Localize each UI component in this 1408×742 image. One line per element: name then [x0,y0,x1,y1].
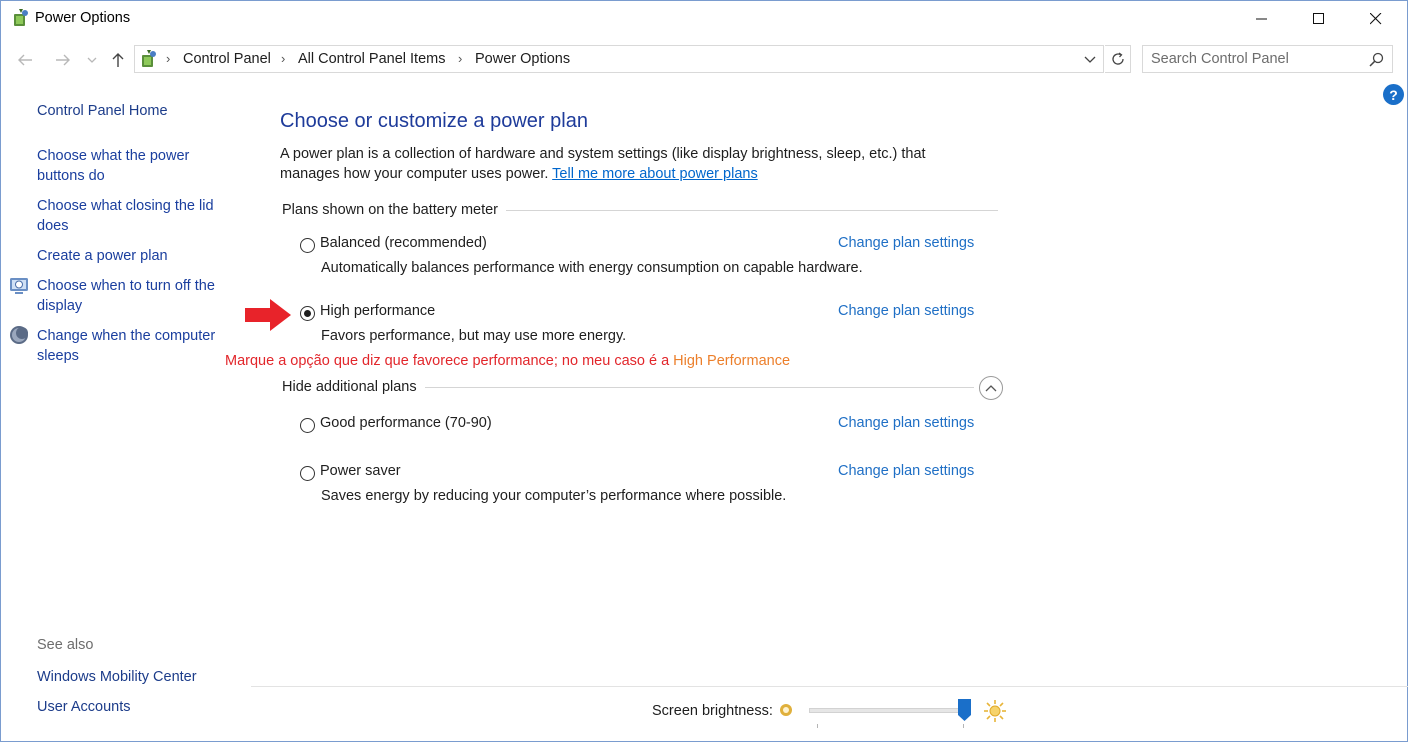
brightness-slider-thumb[interactable] [958,699,971,721]
recent-locations-button[interactable] [82,48,102,72]
breadcrumb-separator-icon: › [281,51,286,66]
plan-name-good-performance[interactable]: Good performance (70-90) [320,415,492,431]
plan-radio-balanced[interactable] [300,238,315,253]
bright-brightness-icon [984,700,1006,722]
plan-description-high-performance: Favors performance, but may use more energy. [321,328,627,344]
sidebar-item-computer-sleeps[interactable] [37,326,215,366]
minimize-button[interactable] [1233,0,1291,38]
group-battery-meter: Plans shown on the battery meter [282,202,506,218]
back-button[interactable] [13,48,37,72]
plan-name-balanced[interactable]: Balanced (recommended) [320,235,487,251]
help-button[interactable]: ? [1383,84,1404,105]
change-plan-settings-high-performance[interactable]: Change plan settings [838,303,975,319]
refresh-button[interactable] [1105,45,1131,73]
intro-line: A power plan is a collection of hardware and system settings (like display brightness, sleep, etc.) that [280,146,926,162]
close-icon [1370,13,1382,25]
sleep-moon-icon [9,325,29,345]
maximize-button[interactable] [1290,0,1348,38]
chevron-down-icon [87,56,97,64]
sidebar-item-power-buttons[interactable] [37,146,189,186]
intro-line-2 [280,164,980,184]
plan-radio-high-performance[interactable] [300,306,315,321]
brightness-slider-track[interactable] [809,708,969,713]
address-dropdown-icon[interactable] [1081,50,1099,68]
collapse-additional-plans-button[interactable] [979,376,1003,400]
annotation-prefix: Marque a opção que diz que favorece performance; no meu caso é a [225,353,674,369]
red-arrow-icon [244,298,292,332]
breadcrumb-separator-icon: › [458,51,463,66]
address-bar[interactable] [134,45,1104,73]
minimize-icon [1256,13,1268,25]
sidebar-item-label: Choose what closing the lid [37,198,214,214]
up-arrow-icon [111,52,125,68]
breadcrumb-power-options[interactable]: Power Options [475,51,571,67]
sidebar-item-label: Choose what the power [37,148,190,164]
sidebar-item-closing-lid[interactable] [37,196,214,236]
plan-description-power-saver: Saves energy by reducing your computer’s performance where possible. [321,488,787,504]
breadcrumb-separator-icon: › [166,51,171,66]
bottom-divider [251,686,1408,687]
see-also-user-accounts[interactable]: User Accounts [37,699,131,715]
refresh-icon [1111,52,1125,66]
sidebar-item-label: does [37,218,69,234]
learn-more-link[interactable]: Tell me more about power plans [552,166,758,182]
sidebar-control-panel-home[interactable]: Control Panel Home [37,103,168,119]
search-input[interactable] [1151,50,1361,68]
back-arrow-icon [17,53,33,67]
see-also-mobility-center[interactable]: Windows Mobility Center [37,669,197,685]
forward-arrow-icon [55,53,71,67]
sidebar-item-label: buttons do [37,168,105,184]
up-button[interactable] [106,48,130,72]
screen-brightness-label: Screen brightness: [652,703,773,719]
slider-tick [963,724,964,728]
maximize-icon [1313,13,1325,25]
plan-name-power-saver[interactable]: Power saver [320,463,401,479]
annotation-highlight: High Performance [673,353,791,369]
plan-name-high-performance[interactable]: High performance [320,303,436,319]
title-bar [0,0,1408,38]
plan-description-balanced: Automatically balances performance with energy consumption on capable hardware. [321,260,863,276]
sidebar-item-label: Create a power plan [37,248,168,264]
chevron-up-icon [985,384,997,392]
search-icon [1369,52,1384,67]
control-panel-icon [138,49,158,69]
group-additional-plans[interactable]: Hide additional plans [282,379,425,395]
intro-line-prefix: manages how your computer uses power. [280,166,553,182]
power-options-icon [10,8,30,28]
sidebar-item-label: Change when the computer [37,328,216,344]
change-plan-settings-power-saver[interactable]: Change plan settings [838,463,975,479]
sidebar-item-label: sleeps [37,348,79,364]
plan-radio-power-saver[interactable] [300,466,315,481]
forward-button[interactable] [51,48,75,72]
change-plan-settings-good-performance[interactable]: Change plan settings [838,415,975,431]
display-timer-icon [9,275,29,295]
intro-text [280,144,980,184]
close-button[interactable] [1347,0,1405,38]
see-also-heading: See also [37,637,94,653]
dim-brightness-icon [779,703,793,717]
change-plan-settings-balanced[interactable]: Change plan settings [838,235,975,251]
plan-radio-good-performance[interactable] [300,418,315,433]
sidebar-item-turn-off-display[interactable] [37,276,215,316]
sidebar-item-create-plan[interactable] [37,246,168,266]
sidebar-item-label: Choose when to turn off the [37,278,215,294]
search-box[interactable] [1142,45,1393,73]
window-title: Power Options [35,10,131,26]
breadcrumb-all-items[interactable]: All Control Panel Items [298,51,446,67]
sidebar-item-label: display [37,298,83,314]
page-title: Choose or customize a power plan [280,110,588,132]
breadcrumb-control-panel[interactable]: Control Panel [183,51,271,67]
slider-tick [817,724,818,728]
annotation-text [225,353,790,369]
